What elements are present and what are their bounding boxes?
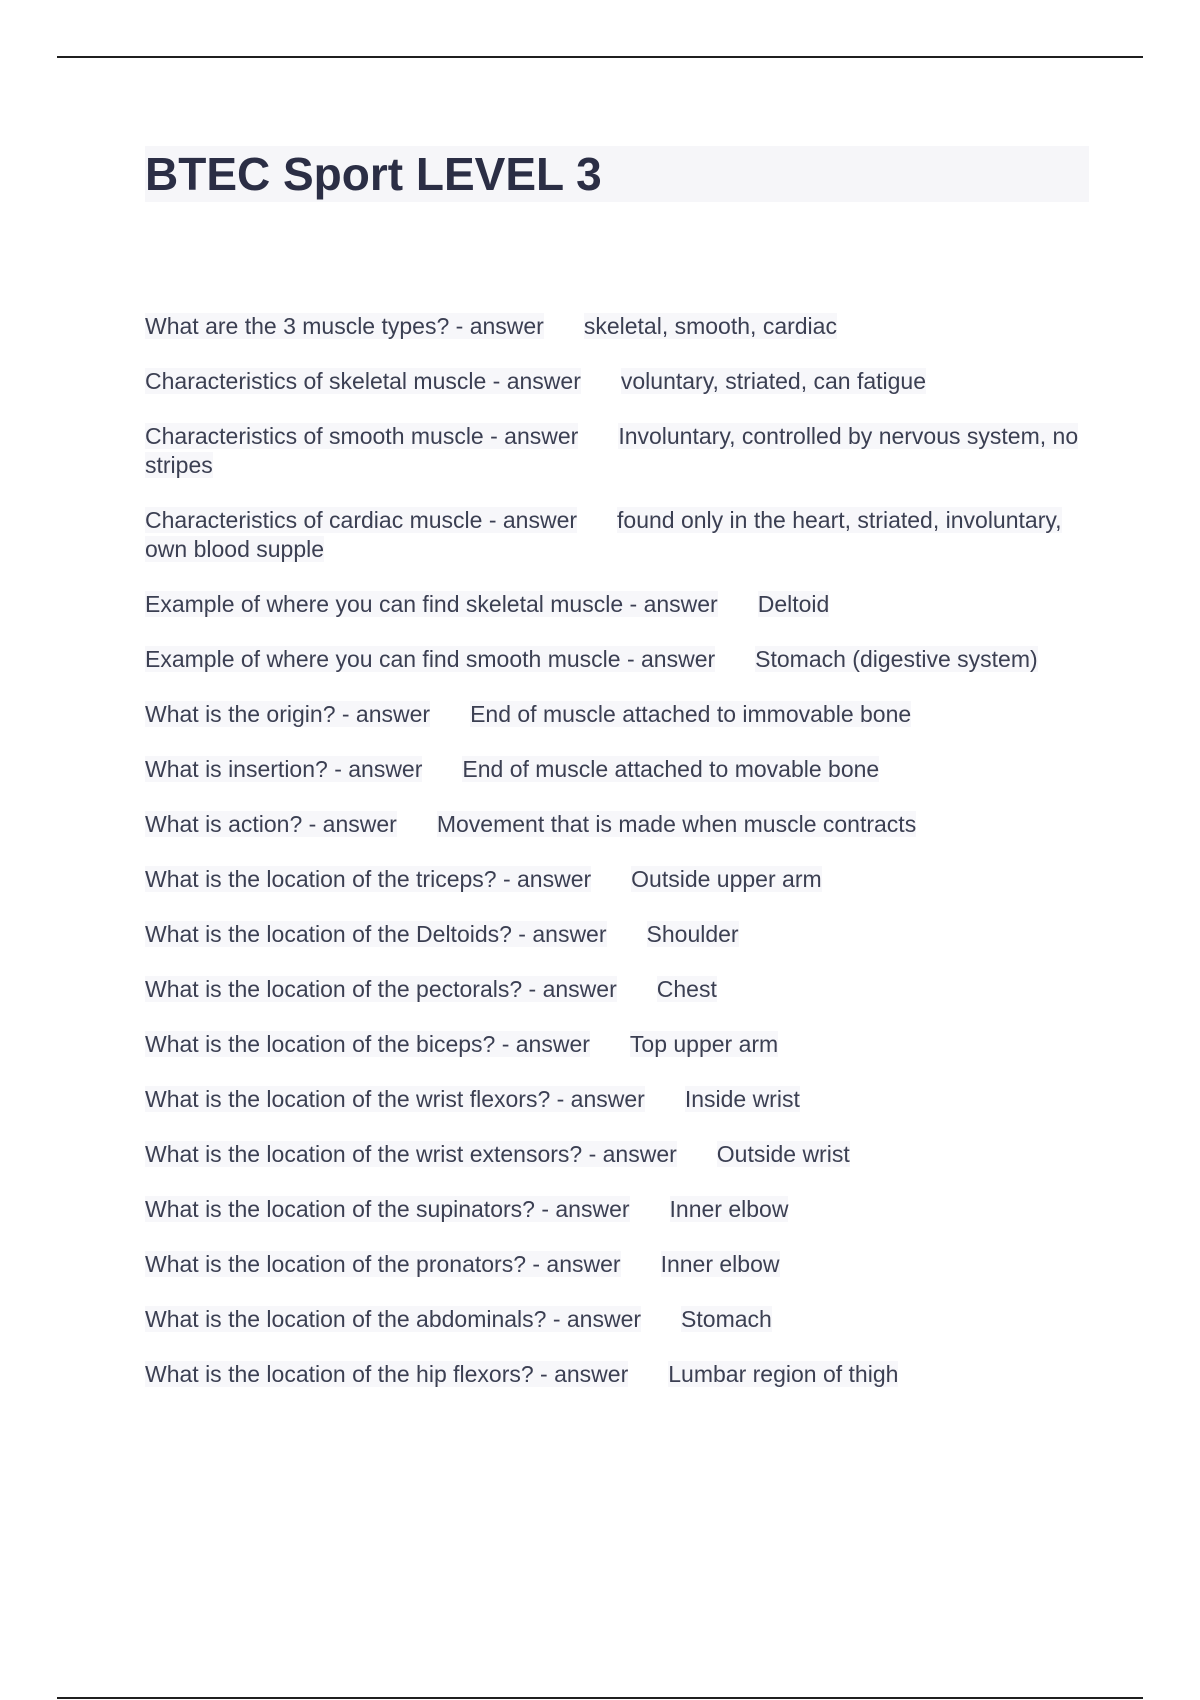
answer-text: End of muscle attached to immovable bone	[470, 701, 912, 727]
qa-item	[145, 1305, 1095, 1334]
question-text: Characteristics of cardiac muscle - answer	[145, 507, 578, 533]
qa-item	[145, 1250, 1095, 1279]
answer-text: Inside wrist	[684, 1086, 800, 1112]
answer-text: Movement that is made when muscle contracts	[436, 811, 917, 837]
question-text: What is the location of the wrist extensors? - answer	[145, 1141, 677, 1167]
answer-text: Involuntary, controlled by nervous system, no stripes	[145, 423, 1079, 478]
answer-text: Top upper arm	[629, 1031, 779, 1057]
question-text: Characteristics of skeletal muscle - answer	[145, 368, 581, 394]
question-text: What is the location of the triceps? - answer	[145, 866, 592, 892]
question-text: What is the location of the supinators? - answer	[145, 1196, 630, 1222]
qa-item	[145, 810, 1095, 839]
question-text: Example of where you can find skeletal muscle - answer	[145, 591, 718, 617]
document-title: BTEC Sport LEVEL 3	[145, 148, 602, 200]
question-text: What is the location of the abdominals? - answer	[145, 1306, 642, 1332]
question-text: What are the 3 muscle types? - answer	[145, 313, 544, 339]
answer-text: Stomach	[681, 1306, 772, 1332]
answer-text: Deltoid	[757, 591, 830, 617]
answer-text: skeletal, smooth, cardiac	[583, 313, 837, 339]
answer-text: Shoulder	[646, 921, 739, 947]
qa-item	[145, 1195, 1095, 1224]
qa-item	[145, 865, 1095, 894]
question-text: What is insertion? - answer	[145, 756, 423, 782]
question-text: Example of where you can find smooth muscle - answer	[145, 646, 716, 672]
qa-item	[145, 975, 1095, 1004]
qa-item	[145, 506, 1095, 564]
question-text: What is the location of the wrist flexors? - answer	[145, 1086, 645, 1112]
question-text: Characteristics of smooth muscle - answer	[145, 423, 579, 449]
question-text: What is the origin? - answer	[145, 701, 431, 727]
qa-item	[145, 1030, 1095, 1059]
question-text: What is the location of the hip flexors? - answer	[145, 1361, 629, 1387]
qa-item	[145, 1360, 1095, 1389]
answer-text: Outside wrist	[716, 1141, 850, 1167]
top-rule	[57, 56, 1143, 58]
answer-text: Inner elbow	[660, 1251, 780, 1277]
answer-text: Stomach (digestive system)	[755, 646, 1038, 672]
bottom-rule	[57, 1697, 1143, 1699]
question-text: What is the location of the pronators? - answer	[145, 1251, 621, 1277]
qa-item	[145, 422, 1095, 480]
answer-text: End of muscle attached to movable bone	[462, 756, 880, 782]
answer-text: Outside upper arm	[631, 866, 822, 892]
qa-item	[145, 590, 1095, 619]
qa-list	[145, 312, 1095, 1415]
qa-item	[145, 312, 1095, 341]
question-text: What is the location of the pectorals? - answer	[145, 976, 617, 1002]
answer-text: Lumbar region of thigh	[668, 1361, 899, 1387]
question-text: What is action? - answer	[145, 811, 397, 837]
qa-item	[145, 1140, 1095, 1169]
question-text: What is the location of the biceps? - answer	[145, 1031, 590, 1057]
answer-text: Chest	[656, 976, 717, 1002]
answer-text: voluntary, striated, can fatigue	[620, 368, 927, 394]
qa-item	[145, 920, 1095, 949]
qa-item	[145, 700, 1095, 729]
answer-text: Inner elbow	[669, 1196, 789, 1222]
qa-item	[145, 755, 1095, 784]
question-text: What is the location of the Deltoids? - answer	[145, 921, 607, 947]
qa-item	[145, 367, 1095, 396]
qa-item	[145, 1085, 1095, 1114]
qa-item	[145, 645, 1095, 674]
answer-text: found only in the heart, striated, involuntary, own blood supple	[145, 507, 1062, 562]
